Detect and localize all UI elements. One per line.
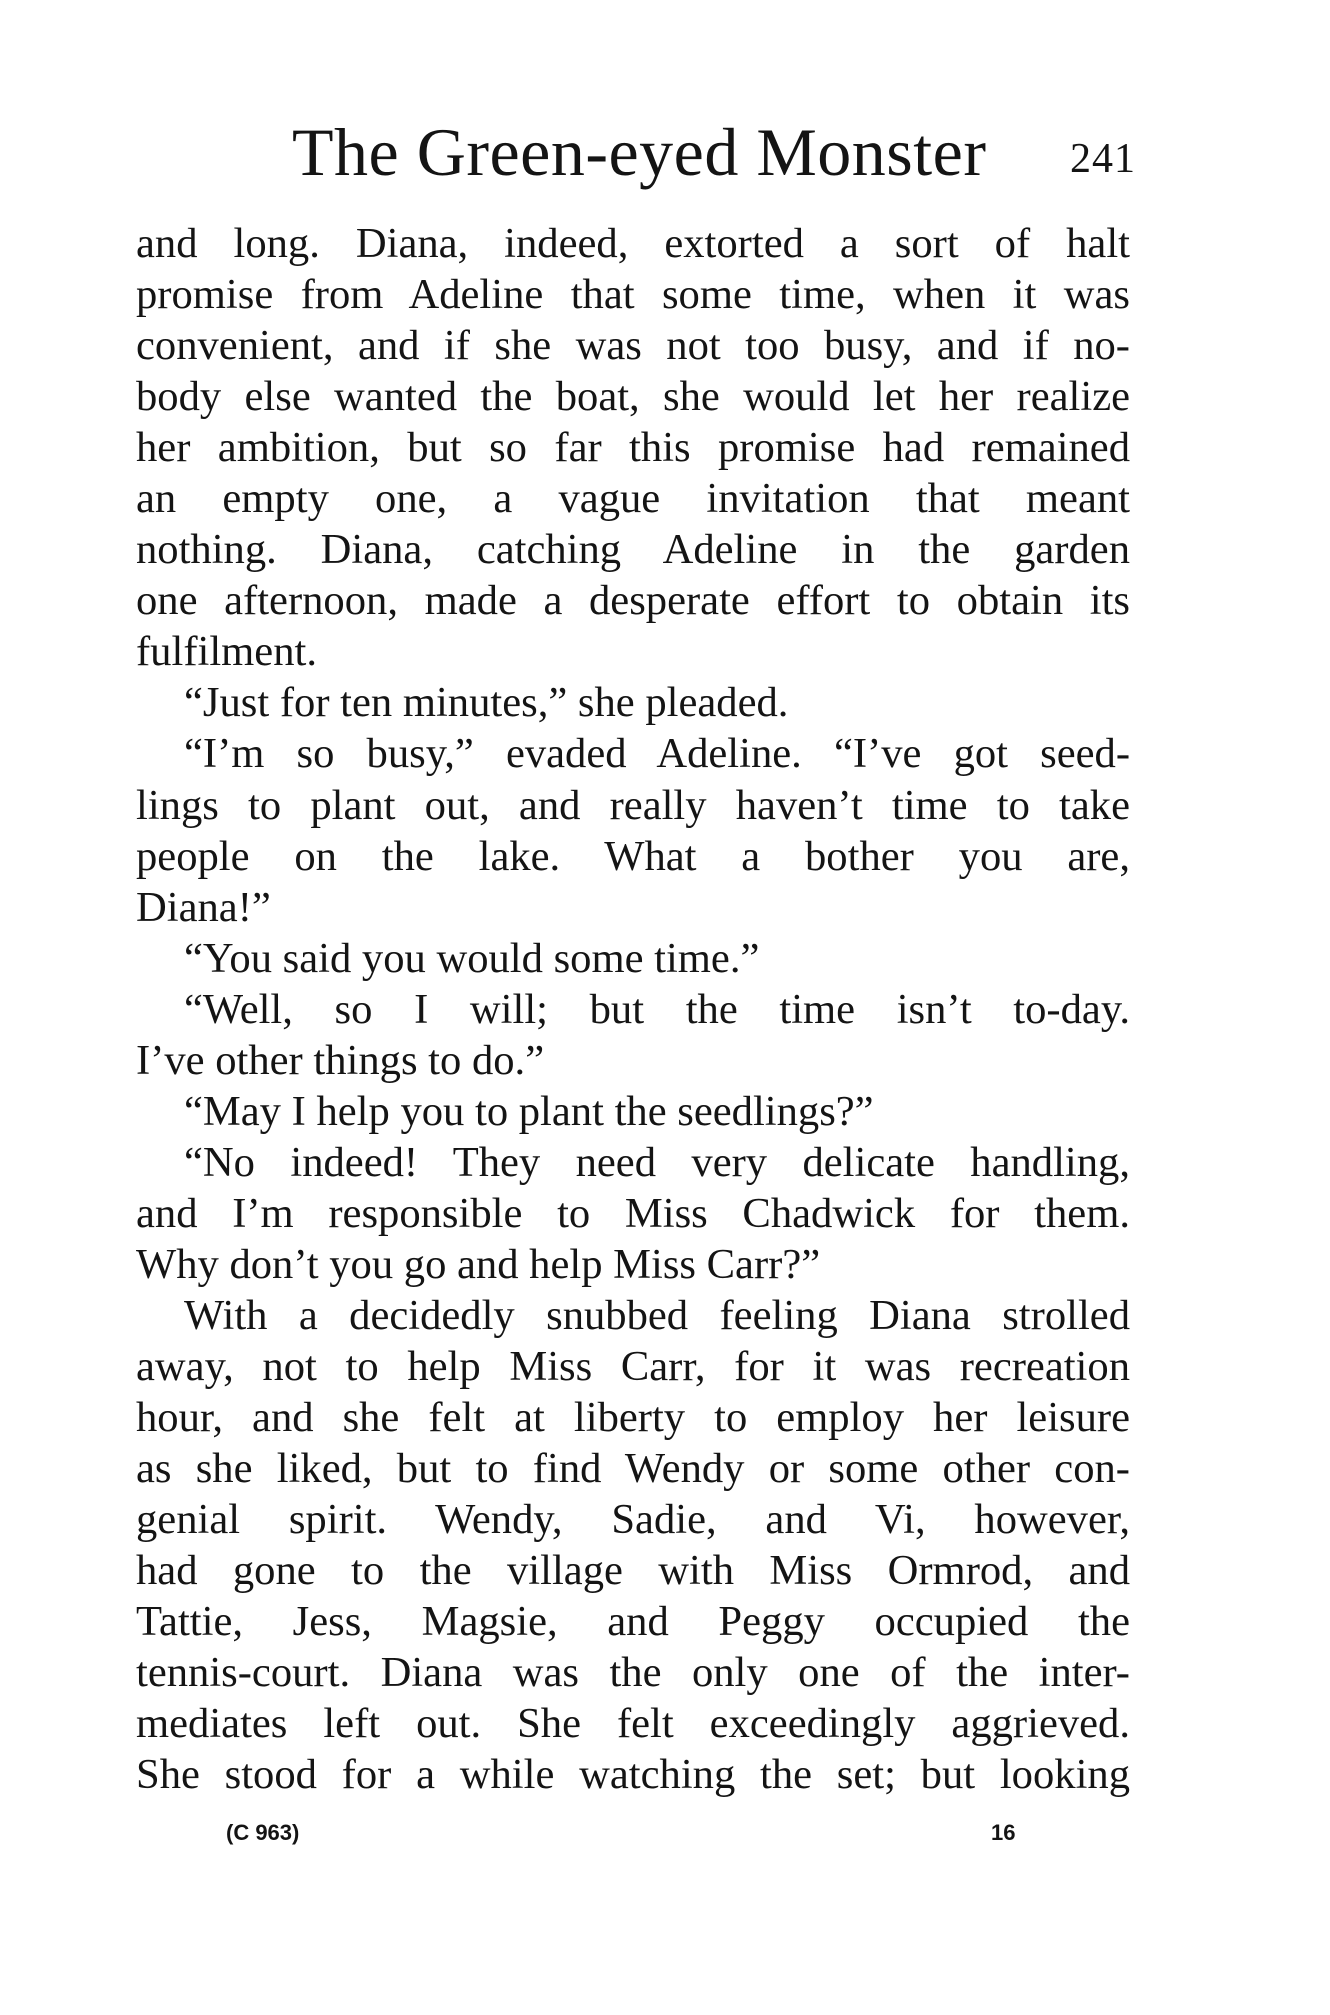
text-line: “I’m so busy,” evaded Adeline. “I’ve got seed- [184,730,1130,778]
text-line: an empty one, a vague invitation that meant [136,475,1130,523]
text-line: “May I help you to plant the seedlings?” [184,1087,874,1135]
signature-code: (C 963) [226,1820,300,1845]
text-line: genial spirit. Wendy, Sadie, and Vi, however, [136,1496,1130,1544]
running-title: The Green-eyed Monster [292,114,987,190]
text-line: away, not to help Miss Carr, for it was recreation [136,1343,1130,1391]
page-footer [136,1820,1130,1860]
text-line: “No indeed! They need very delicate handling, [184,1138,1130,1186]
text-line: “Just for ten minutes,” she pleaded. [184,679,789,727]
text-line: and long. Diana, indeed, extorted a sort of halt [136,220,1130,267]
text-line: I’ve other things to do.” [136,1036,545,1084]
text-line: nothing. Diana, catching Adeline in the garden [136,526,1130,574]
signature-mark: 16 [991,1820,1016,1845]
text-line: promise from Adeline that some time, when it was [136,271,1130,319]
text-line: fulfilment. [136,628,317,676]
text-line: as she liked, but to find Wendy or some other con- [136,1445,1130,1493]
text-line: mediates left out. She felt exceedingly aggrieved. [136,1700,1130,1748]
text-line: She stood for a while watching the set; but looking [136,1751,1130,1799]
text-line: tennis-court. Diana was the only one of the inter- [136,1649,1130,1697]
text-line: lings to plant out, and really haven’t time to take [136,781,1130,829]
text-line: Diana!” [136,883,271,931]
body-text [136,218,1130,1800]
text-line: With a decidedly snubbed feeling Diana strolled [184,1291,1130,1339]
text-line: and I’m responsible to Miss Chadwick for them. [136,1189,1130,1237]
page-header [136,112,1136,192]
text-line: Tattie, Jess, Magsie, and Peggy occupied the [136,1598,1130,1646]
text-line: had gone to the village with Miss Ormrod, and [136,1547,1130,1595]
text-line: her ambition, but so far this promise had remained [136,424,1130,472]
page-number: 241 [1070,136,1136,182]
text-line: “You said you would some time.” [184,934,760,982]
text-line: Why don’t you go and help Miss Carr?” [136,1240,821,1288]
text-line: “Well, so I will; but the time isn’t to-day. [184,985,1130,1033]
text-line: convenient, and if she was not too busy, and if no- [136,322,1130,370]
text-line: one afternoon, made a desperate effort to obtain its [136,577,1130,625]
text-line: people on the lake. What a bother you are, [136,832,1130,880]
text-line: hour, and she felt at liberty to employ her leisure [136,1394,1130,1442]
text-line: body else wanted the boat, she would let her realize [136,373,1130,421]
